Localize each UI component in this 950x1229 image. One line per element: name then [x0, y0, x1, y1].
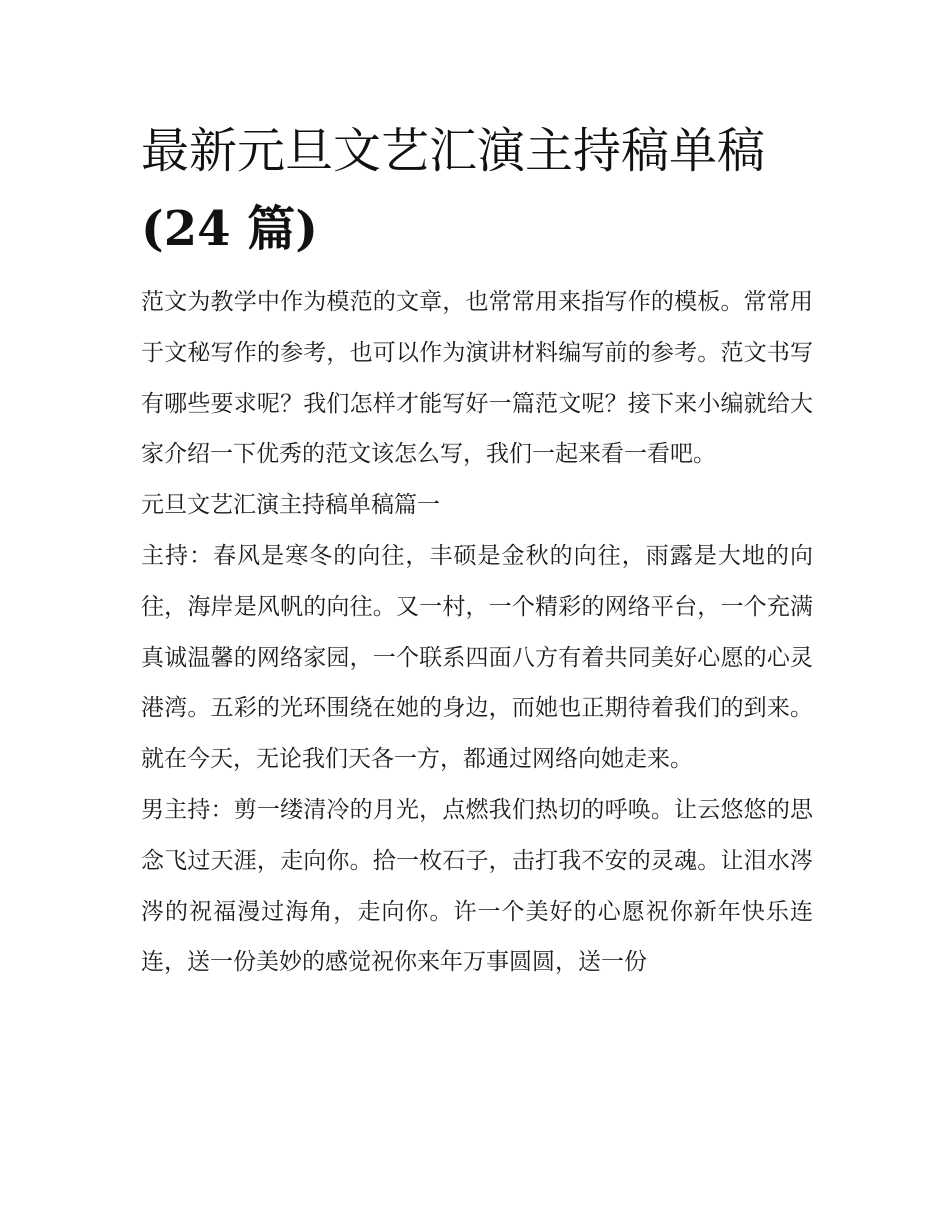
- document-body: [141, 277, 813, 988]
- title-count: (24 篇): [141, 201, 318, 257]
- host-paragraph: 主持：春风是寒冬的向往，丰硕是金秋的向往，雨露是大地的向往，海岸是风帆的向往。又一村，一个精彩的网络平台，一个充满真诚温馨的网络家园，一个联系四面八方有着共同美好心愿的心灵港湾。五彩的光环围绕在她的身边，而她也正期待着我们的到来。就在今天，无论我们天各一方，都通过网络向她走来。: [141, 542, 813, 773]
- male-host-paragraph: 男主持：剪一缕清冷的月光，点燃我们热切的呼唤。让云悠悠的思念飞过天涯，走向你。拾一枚石子，击打我不安的灵魂。让泪水涔涔的祝福漫过海角，走向你。许一个美好的心愿祝你新年快乐连连，送一份美妙的感觉祝你来年万事圆圆，送一份: [141, 796, 813, 976]
- title-main: 最新元旦文艺汇演主持稿单稿: [141, 123, 766, 179]
- document-title: [141, 112, 813, 268]
- document-content: [141, 112, 813, 988]
- section-heading: 元旦文艺汇演主持稿单稿篇一: [141, 492, 440, 519]
- intro-paragraph: 范文为教学中作为模范的文章，也常常用来指写作的模板。常常用于文秘写作的参考，也可以作为演讲材料编写前的参考。范文书写有哪些要求呢？我们怎样才能写好一篇范文呢？接下来小编就给大家介绍一下优秀的范文该怎么写，我们一起来看一看吧。: [141, 289, 813, 468]
